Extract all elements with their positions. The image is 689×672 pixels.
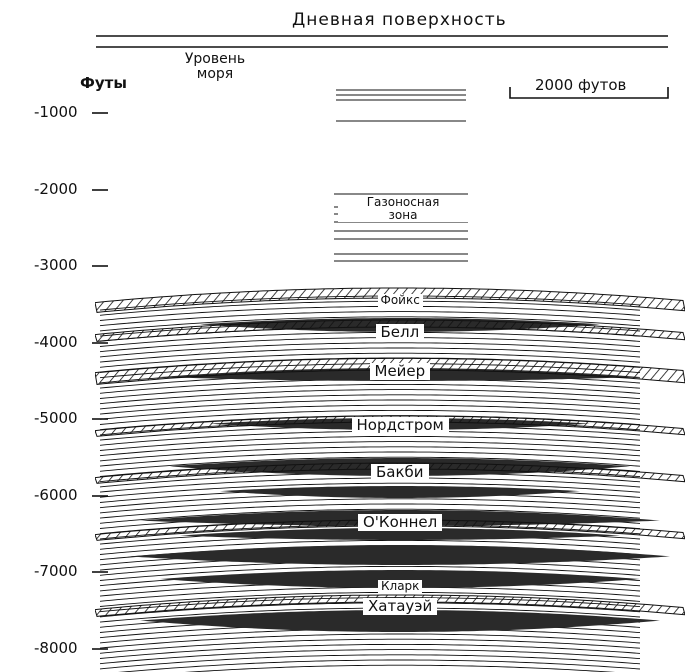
formation-label: Бакби xyxy=(371,464,429,481)
axis-tick-label: -7000 xyxy=(34,562,78,581)
axis-tick-label: -8000 xyxy=(34,639,78,657)
axis-tick-label: -1000 xyxy=(34,103,78,121)
axis-tick-label: -4000 xyxy=(34,332,78,351)
sea-level-label xyxy=(176,52,254,82)
gas-zone-text: Газоносная зона xyxy=(366,195,440,222)
page-title: Дневная поверхность xyxy=(292,10,507,30)
formation-label: Фойкс xyxy=(378,294,423,307)
formation-label: Хатауэй xyxy=(363,598,437,615)
formation-label: О'Коннел xyxy=(358,514,442,531)
gas-zone-label xyxy=(338,196,468,222)
formation-label: Белл xyxy=(376,324,425,341)
axis-tick-label: -2000 xyxy=(34,179,78,198)
formation-label: Кларк xyxy=(378,580,422,593)
formation-label: Мейер xyxy=(370,363,431,380)
bedding-line xyxy=(100,660,640,672)
axis-tick-label: -3000 xyxy=(34,256,78,275)
scale-bar-label: 2000 футов xyxy=(535,76,627,94)
formation-label: Нордстром xyxy=(352,417,449,434)
bedding-line xyxy=(100,665,640,672)
well-beds xyxy=(336,90,466,121)
axis-units-label: Футы xyxy=(80,74,127,92)
sea-level-text: Уровень моря xyxy=(184,51,246,82)
axis-tick-label: -6000 xyxy=(34,485,78,504)
axis-tick-label: -5000 xyxy=(34,409,78,428)
